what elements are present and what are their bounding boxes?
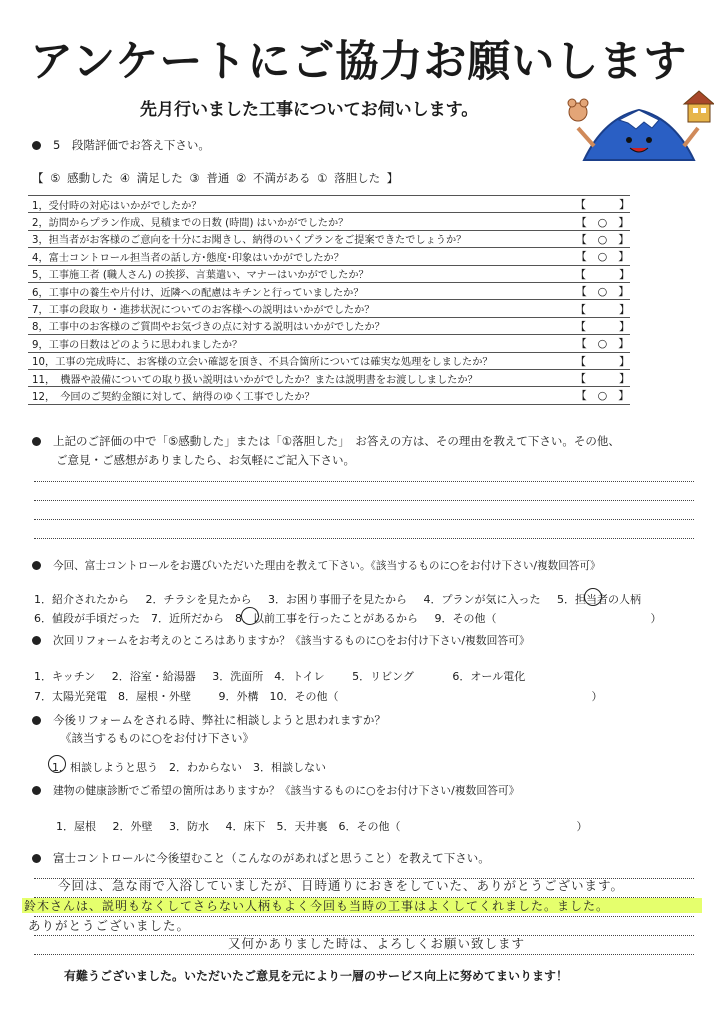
rating-row	[28, 352, 630, 369]
consult-options: 1．相談しようと思う 2．わからない 3．相談しない	[52, 761, 326, 774]
section6-heading: 建物の健康診断でご希望の箇所はありますか？《該当するものに○をお付け下さい/複数回答可》	[32, 783, 520, 798]
section5-subheading: 《該当するものに○をお付け下さい》	[60, 731, 255, 745]
rating-row	[28, 196, 630, 213]
section1-heading: 5 段階評価でお答え下さい。	[32, 137, 210, 153]
bullet-icon	[32, 636, 41, 645]
reason-options-row2: 6．値段が手頃だった 7．近所だから 8．以前工事を行ったことがあるから 9．その他（ ）	[34, 612, 662, 625]
circled-answer-mark	[584, 588, 602, 606]
rating-answer[interactable]: 【 ○ 】	[571, 248, 630, 265]
section2-subheading: ご意見・ご感想がありましたら、お気軽にご記入下さい。	[56, 453, 355, 467]
answer-line	[34, 500, 694, 501]
section2-heading: 上記のご評価の中で「⑤感動した」または「①落胆した」 お答えの方は、その理由を教えて下さい。その他、	[32, 433, 620, 449]
rating-question: 8，工事中のお客様のご質問やお気づきの点に対する説明はいかがでしたか？	[28, 317, 571, 334]
rating-question: 6，工事中の養生や片付け、近隣への配慮はキチンと行っていましたか？	[28, 282, 571, 299]
bullet-icon	[32, 141, 41, 150]
reason-options-row1: 1．紹介されたから 2．チラシを見たから 3．お困り事冊子を見たから 4．プランが気に入った 5．担当者の人柄	[34, 593, 641, 606]
rating-row	[28, 317, 630, 334]
mountain-mascot-illustration	[564, 88, 714, 170]
page-title: アンケートにご協力お願いします	[30, 37, 688, 87]
rating-question: 7，工事の段取り・進捗状況についてのお客様への説明はいかがでしたか？	[28, 300, 571, 317]
circled-answer-mark	[48, 755, 66, 773]
bullet-icon	[32, 786, 41, 795]
answer-line	[34, 481, 694, 482]
handwritten-comment-line3: ありがとうございました。	[28, 918, 191, 933]
reform-options-row2: 7．太陽光発電 8．屋根・外壁 9．外構 10．その他（ ）	[34, 690, 603, 703]
bullet-icon	[32, 716, 41, 725]
rating-answer[interactable]: 【 】	[571, 196, 630, 213]
rating-question: 3，担当者がお客様のご意向を十分にお聞きし、納得のいくプランをご提案できたでしょうか？	[28, 230, 571, 247]
section3-heading: 今回、富士コントロールをお選びいただいた理由を教えて下さい。《該当するものに○をお付け下さい/複数回答可》	[32, 558, 601, 573]
rating-answer[interactable]: 【 】	[571, 317, 630, 334]
rating-question: 9，工事の日数はどのように思われましたか？	[28, 335, 571, 352]
circled-answer-mark	[241, 607, 259, 625]
section5-heading: 今後リフォームをされる時、弊社に相談しようと思われますか？	[32, 712, 386, 728]
rating-answer[interactable]: 【 】	[571, 300, 630, 317]
thank-you-footer: 有難うございました。いただいたご意見を元により一層のサービス向上に努めてまいります！	[64, 969, 569, 983]
rating-answer[interactable]: 【 ○ 】	[571, 230, 630, 247]
bullet-icon	[32, 854, 41, 863]
rating-row	[28, 213, 630, 230]
page-subtitle: 先月行いました工事についてお伺いします。	[140, 100, 479, 120]
rating-answer[interactable]: 【 】	[571, 369, 630, 386]
rating-question: 12， 今回のご契約金額に対して、納得のゆく工事でしたか？	[28, 387, 571, 404]
rating-question: 2，訪問からプラン作成、見積までの日数 (時間) はいかがでしたか？	[28, 213, 571, 230]
rating-row	[28, 248, 630, 265]
rating-answer[interactable]: 【 ○ 】	[571, 387, 630, 404]
rating-row	[28, 369, 630, 386]
answer-line	[34, 954, 694, 955]
rating-row	[28, 230, 630, 247]
rating-question: 4，富士コントロール担当者の話し方･態度･印象はいかがでしたか？	[28, 248, 571, 265]
rating-question: 1，受付時の対応はいかがでしたか？	[28, 196, 571, 213]
rating-answer[interactable]: 【 】	[571, 352, 630, 369]
rating-question: 10，工事の完成時に、お客様の立会い確認を頂き、不具合箇所については確実な処理をしましたか？	[28, 352, 571, 369]
rating-answer[interactable]: 【 ○ 】	[571, 335, 630, 352]
rating-row	[28, 335, 630, 352]
handwritten-comment-line4: 又何かありました時は、よろしくお願い致します	[228, 936, 526, 951]
rating-question: 5，工事施工者 (職人さん) の挨拶、言葉遣い、マナーはいかがでしたか？	[28, 265, 571, 282]
rating-row	[28, 282, 630, 299]
diagnosis-options: 1．屋根 2．外壁 3．防水 4．床下 5．天井裏 6．その他（ ）	[56, 820, 588, 833]
section7-heading: 富士コントロールに今後望むこと（こんなのがあればと思うこと）を教えて下さい。	[32, 850, 490, 866]
reform-options-row1: 1．キッチン 2．浴室・給湯器 3．洗面所 4．トイレ 5．リビング 6．オール電化	[34, 670, 526, 683]
rating-answer[interactable]: 【 ○ 】	[571, 213, 630, 230]
bullet-icon	[32, 561, 41, 570]
rating-answer[interactable]: 【 】	[571, 265, 630, 282]
rating-question: 11， 機器や設備についての取り扱い説明はいかがでしたか？または説明書をお渡ししましたか？	[28, 369, 571, 386]
answer-line	[34, 538, 694, 539]
rating-row	[28, 387, 630, 404]
handwritten-comment-line1: 今回は、急な雨で入浴していましたが、日時通りにおきをしていた、ありがとうございます。	[58, 878, 625, 893]
answer-line	[34, 519, 694, 520]
bullet-icon	[32, 437, 41, 446]
handwritten-comment-line2: 鈴木さんは、説明もなくしてさらない人柄もよく今回も当時の工事はよくしてくれました。ました。	[24, 899, 610, 913]
rating-row	[28, 300, 630, 317]
rating-answer[interactable]: 【 ○ 】	[571, 282, 630, 299]
rating-table	[28, 195, 630, 405]
rating-row	[28, 265, 630, 282]
section4-heading: 次回リフォームをお考えのところはありますか？《該当するものに○をお付け下さい/複数回答可》	[32, 633, 530, 648]
rating-legend: 【 ⑤ 感動した ④ 満足した ③ 普通 ② 不満がある ① 落胆した 】	[32, 171, 399, 185]
